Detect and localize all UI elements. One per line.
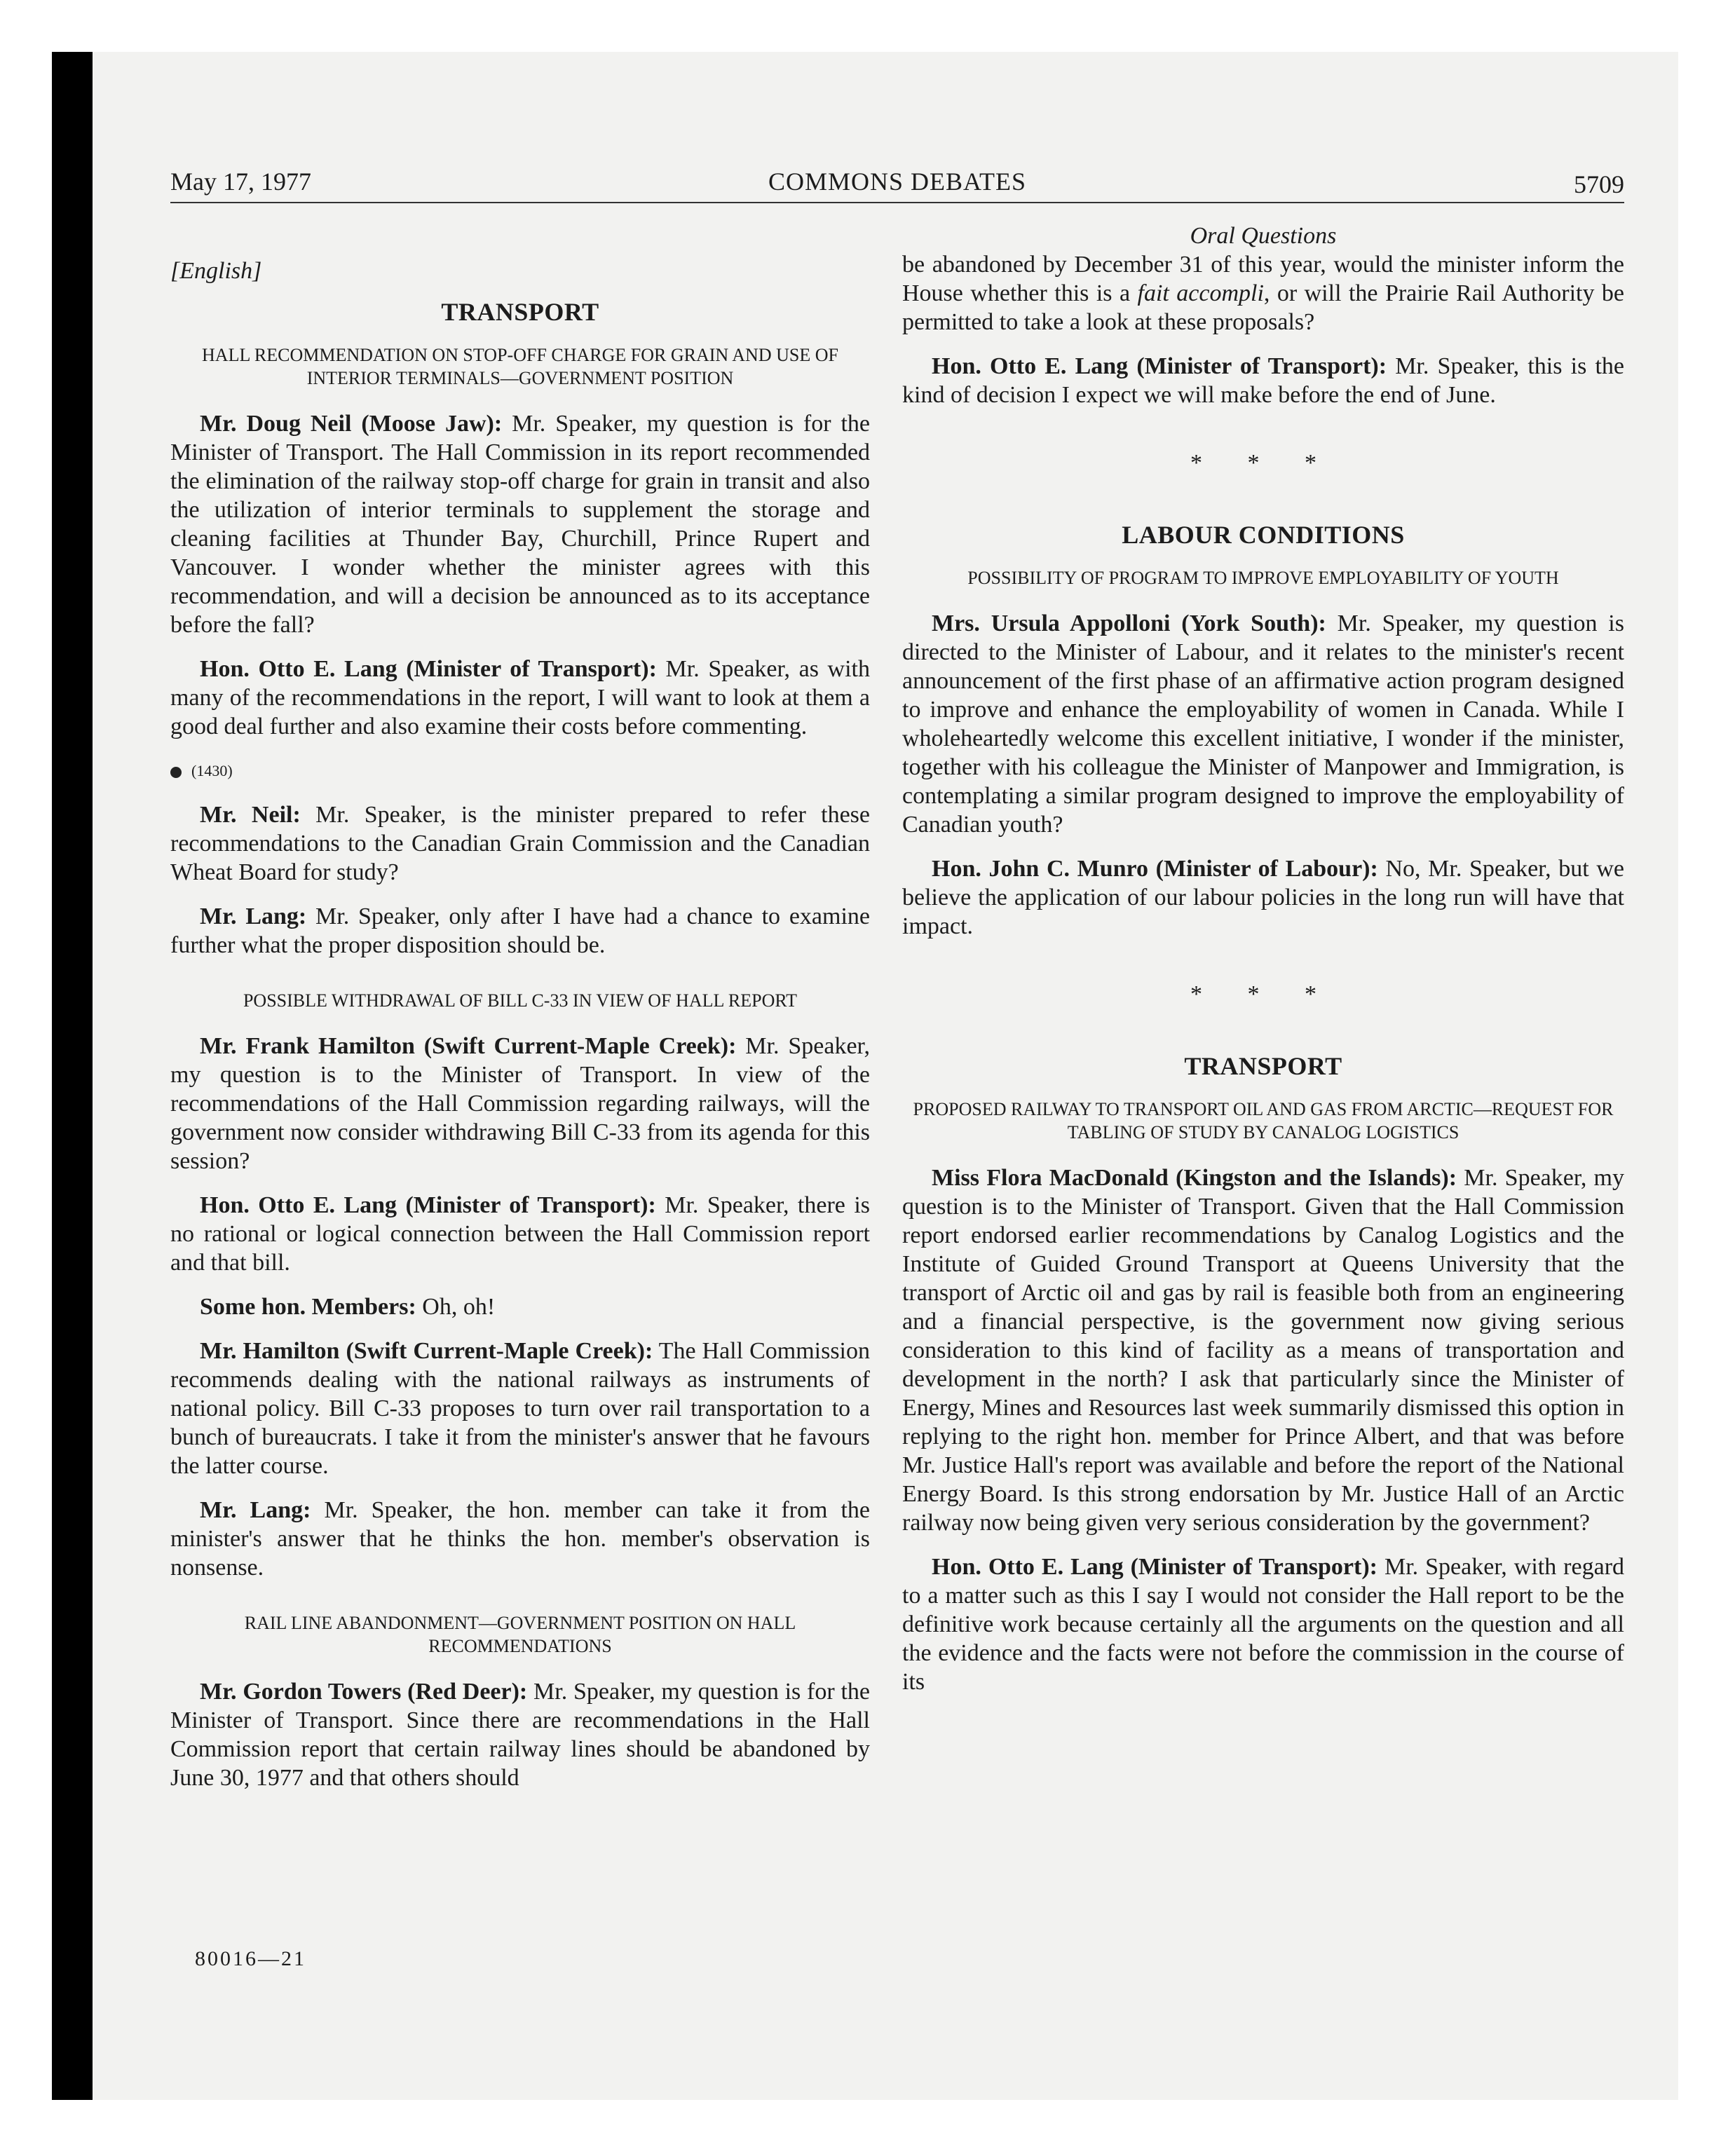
time-marker	[170, 756, 870, 785]
section-title-transport: TRANSPORT	[441, 298, 599, 326]
speaker: Mr. Doug Neil (Moose Jaw):	[200, 411, 503, 437]
paragraph-lang-answer-3	[902, 352, 1624, 409]
speaker: Mr. Lang:	[200, 903, 307, 929]
speaker: Mrs. Ursula Appolloni (York South):	[932, 610, 1326, 636]
subheading-rail-abandonment: RAIL LINE ABANDONMENT—GOVERNMENT POSITION ON HALL RECOMMENDATIONS	[244, 1613, 796, 1656]
speaker: Hon. Otto E. Lang (Minister of Transport):	[200, 1192, 656, 1218]
speaker: Mr. Hamilton (Swift Current-Maple Creek):	[200, 1338, 653, 1364]
speaker: Mr. Gordon Towers (Red Deer):	[200, 1679, 528, 1705]
speaker: Miss Flora MacDonald (Kingston and the Islands):	[932, 1165, 1457, 1191]
speech: Mr. Speaker, with regard to a matter such as this I say I would not consider the Hall report to be the definitive work because certainly all the arguments on the question and all the evidence and the facts were not before the commission in the course of its	[902, 1554, 1625, 1695]
speaker: Mr. Neil:	[200, 802, 301, 828]
page-header	[170, 163, 1624, 202]
page-number: 5709	[1574, 170, 1624, 198]
speech: Mr. Speaker, my question is directed to the Minister of Labour, and it relates to the minister's recent announcement of the first phase of an affirmative action program designed to improve and enhance the employability of women in Canada. While I wholeheartedly welcome this excellent initiative, I wonder if the minister, together with his colleague the Minister of Manpower and Immigration, is contemplating a similar program designed to improve the employability of Canadian youth?	[902, 610, 1624, 838]
section-title-transport-2: TRANSPORT	[1184, 1052, 1342, 1080]
speech: Mr. Speaker, the hon. member can take it from the minister's answer that he thinks the hon. member's observation is nonsense.	[170, 1497, 870, 1581]
left-column	[170, 210, 870, 1792]
speech: Mr. Speaker, my question is to the Minister of Transport. In view of the recommendations of the Hall Commission regarding railways, will the government now consider withdrawing Bill C-33 from its agenda for this session?	[170, 1033, 870, 1174]
speech: Mr. Speaker, only after I have had a chance to examine further what the proper disposition should be.	[170, 903, 870, 958]
speech: Mr. Speaker, my question is to the Minister of Transport. Given that the Hall Commission report endorsed earlier recommendations by Canalog Logistics and the Institute of Guided Ground Transport at Queens University that the transport of Arctic oil and gas by rail is feasible both from an engineering and a financial perspective, is the government now giving serious consideration to this kind of facility as a means of transportation and development in the north? I ask that particularly since the Minister of Energy, Mines and Resources last week summarily dismissed this option in replying to the right hon. member for Prince Albert, and that was before Mr. Justice Hall's report was available and before the report of the National Energy Board. Is this strong endorsation by Mr. Justice Hall of an Arctic railway now being given very serious consideration by the government?	[902, 1165, 1624, 1536]
paragraph-towers-continued	[902, 250, 1624, 336]
time-stamp: (1430)	[191, 762, 233, 779]
speaker: Hon. Otto E. Lang (Minister of Transport):	[932, 1554, 1377, 1580]
speaker: Hon. Otto E. Lang (Minister of Transport):	[932, 353, 1387, 379]
speech: The Hall Commission recommends dealing with the national railways as instruments of national policy. Bill C-33 proposes to turn over rail transportation to a bunch of bureaucrats. I take it from the minister's answer that he favours the latter course.	[170, 1338, 870, 1479]
paragraph-lang-reply	[170, 902, 870, 960]
speech: Mr. Speaker, is the minister prepared to refer these recommendations to the Canadian Grain Commission and the Canadian Wheat Board for study?	[170, 802, 870, 885]
paragraph-lang-answer	[170, 655, 870, 741]
paragraph-hamilton-followup	[170, 1337, 870, 1480]
section-separator: * * *	[1190, 981, 1336, 1007]
speaker: Hon. Otto E. Lang (Minister of Transport):	[200, 656, 657, 682]
paragraph-lang-answer-2	[170, 1191, 870, 1277]
bullet-icon	[170, 767, 182, 778]
subheading-youth-employability: POSSIBILITY OF PROGRAM TO IMPROVE EMPLOYABILITY OF YOUTH	[967, 568, 1559, 588]
speech: Mr. Speaker, my question is for the Minister of Transport. The Hall Commission in its report recommended the elimination of the railway stop-off charge for grain in transit and also the utilization of interior terminals to supplement the storage and cleaning facilities at Thunder Bay, Churchill, Prince Rupert and Vancouver. I wonder whether the minister agrees with this recommendation, and will a decision be announced as to its acceptance before the fall?	[170, 411, 870, 638]
paragraph-munro-answer	[902, 854, 1624, 941]
scan-binding-edge	[52, 52, 93, 2100]
header-title: COMMONS DEBATES	[768, 168, 1027, 196]
running-head: Oral Questions	[1190, 223, 1337, 249]
section-title-labour: LABOUR CONDITIONS	[1122, 521, 1405, 549]
right-column	[902, 210, 1624, 1696]
paragraph-neil-followup	[170, 800, 870, 887]
paragraph-lang-answer-4	[902, 1553, 1624, 1696]
speech: Oh, oh!	[416, 1294, 496, 1320]
speech: Mr. Speaker, this is the kind of decision I expect we will make before the end of June.	[902, 353, 1624, 408]
paragraph-neil-question	[170, 409, 870, 639]
speech: Mr. Speaker, there is no rational or logical connection between the Hall Commission report and that bill.	[170, 1192, 871, 1276]
speaker: Mr. Lang:	[200, 1497, 311, 1523]
language-marker: [English]	[170, 258, 262, 284]
subheading-arctic-railway: PROPOSED RAILWAY TO TRANSPORT OIL AND GAS FROM ARCTIC—REQUEST FOR TABLING OF STUDY BY CANALOG LOGISTICS	[913, 1099, 1614, 1142]
speech: be abandoned by December 31 of this year, would the minister inform the House whether this is a	[902, 252, 1624, 306]
speaker: Hon. John C. Munro (Minister of Labour):	[932, 856, 1378, 882]
speech: , or will the Prairie Rail Authority be permitted to take a look at these proposals?	[902, 280, 1624, 335]
header-rule	[170, 202, 1624, 203]
speaker: Some hon. Members:	[200, 1294, 416, 1320]
speech: Mr. Speaker, as with many of the recommendations in the report, I will want to look at them a good deal further and also examine their costs before commenting.	[170, 656, 870, 739]
page-footer-code: 80016—21	[195, 1947, 306, 1970]
speaker: Mr. Frank Hamilton (Swift Current-Maple Creek):	[200, 1033, 737, 1059]
paragraph-members-interjection	[170, 1292, 870, 1321]
paragraph-hamilton-question	[170, 1032, 870, 1175]
paragraph-towers-question	[170, 1677, 870, 1792]
speech: Mr. Speaker, my question is for the Minister of Transport. Since there are recommendations in the Hall Commission report that certain railway lines should be abandoned by June 30, 1977 and that others should	[170, 1679, 871, 1791]
paragraph-lang-reply-2	[170, 1496, 870, 1582]
section-separator: * * *	[1190, 450, 1336, 476]
speech: No, Mr. Speaker, but we believe the application of our labour policies in the long run will have that impact.	[902, 856, 1624, 939]
paragraph-macdonald-question	[902, 1164, 1624, 1537]
italic-phrase: fait accompli	[1137, 280, 1264, 306]
subheading-bill-c33: POSSIBLE WITHDRAWAL OF BILL C-33 IN VIEW OF HALL REPORT	[243, 990, 798, 1011]
paragraph-appolloni-question	[902, 609, 1624, 839]
header-date: May 17, 1977	[170, 168, 311, 196]
subheading-stop-off-charge: HALL RECOMMENDATION ON STOP-OFF CHARGE FOR GRAIN AND USE OF INTERIOR TERMINALS—GOVERNMENT POSITION	[202, 345, 838, 388]
